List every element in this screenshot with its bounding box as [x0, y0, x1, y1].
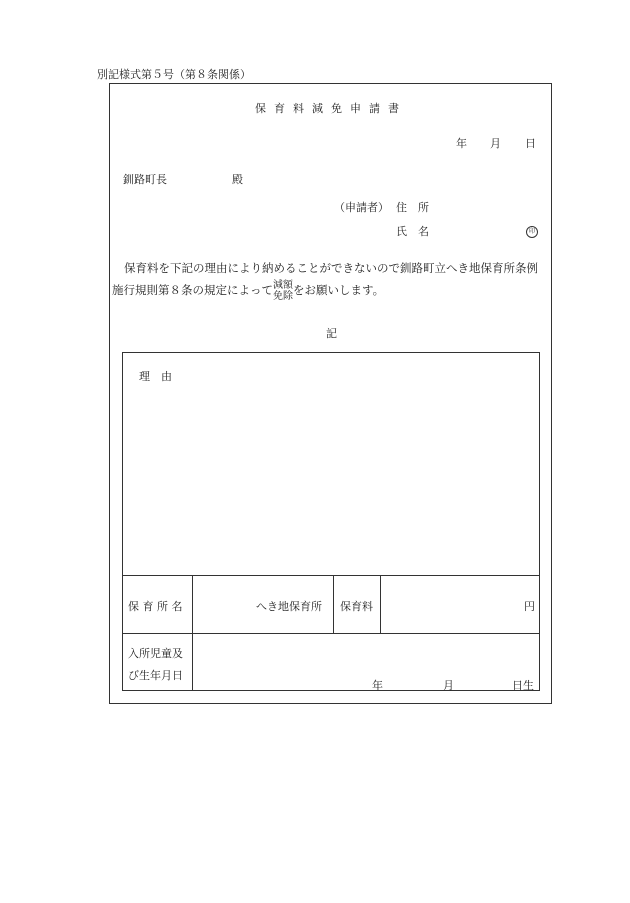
table-top-border [122, 352, 540, 353]
date-year: 年 [456, 137, 467, 150]
table-col-divider-fee-right [380, 575, 381, 634]
table-row-divider-1 [122, 575, 540, 576]
form-title: 保育料減免申請書 [255, 102, 407, 115]
birth-day: 日生 [512, 679, 534, 692]
table-row-divider-2 [122, 633, 540, 634]
seal-icon: 印 [526, 226, 538, 238]
option-exempt: 免除 [273, 291, 293, 302]
body-line-1: 保育料を下記の理由により納めることができないので釧路町立へき地保育所条例 [124, 261, 538, 275]
facility-label: 保 育 所 名 [128, 600, 183, 613]
table-col-divider-label [192, 575, 193, 691]
facility-value: へき地保育所 [256, 600, 322, 613]
birth-year: 年 [372, 679, 383, 692]
table-col-divider-fee-left [333, 575, 334, 634]
body-line-2 [112, 280, 384, 302]
reason-label: 理 由 [139, 370, 172, 383]
reason-field[interactable] [125, 390, 535, 570]
addressee-honorific: 殿 [232, 173, 243, 186]
body-line-2-suffix: をお願いします。 [293, 283, 385, 297]
child-label-line-2: び生年月日 [128, 669, 183, 682]
applicant-address-label: 住 所 [396, 201, 429, 214]
reduce-exempt-choice [273, 280, 293, 302]
fee-unit: 円 [524, 600, 535, 613]
seal-mark [526, 223, 538, 238]
addressee-name: 釧路町長 [123, 173, 167, 186]
option-reduce: 減額 [273, 280, 293, 291]
fee-label: 保育料 [340, 600, 373, 613]
date-day: 日 [525, 137, 536, 150]
table-left-border [122, 352, 123, 691]
table-right-border [539, 352, 540, 691]
applicant-role: （申請者） [334, 201, 389, 214]
date-month: 月 [490, 137, 501, 150]
birth-month: 月 [443, 679, 454, 692]
ki-label: 記 [326, 327, 337, 340]
applicant-name-label: 氏 名 [396, 225, 429, 238]
form-number-label: 別記様式第５号（第８条関係） [97, 68, 251, 81]
table-bottom-border [122, 690, 540, 691]
body-line-2-prefix: 施行規則第８条の規定によって [112, 283, 273, 297]
child-label-line-1: 入所児童及 [128, 647, 183, 660]
